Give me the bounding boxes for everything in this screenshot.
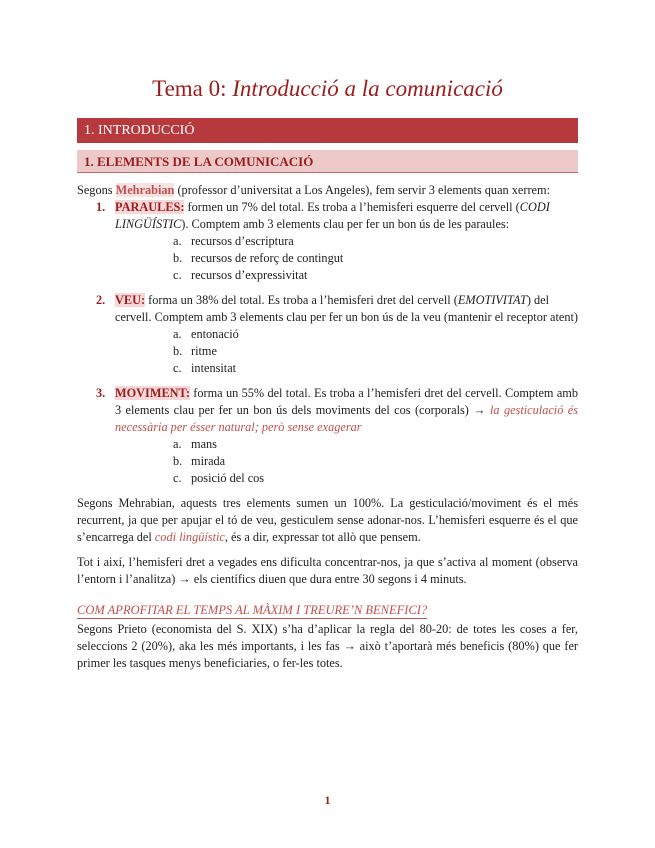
hemisphere-paragraph: Tot i així, l’hemisferi dret a vegades ens dificulta concentrar-nos, ja que s’activa al moment (observa l’entorn i l’analitza) → els científics diuen que dura entre 30 segons i 4 minuts. (77, 555, 578, 586)
sub-list (115, 326, 578, 377)
sub-item: b. mirada (173, 454, 226, 468)
sub-item: c. recursos d’expressivitat (173, 268, 308, 282)
term-label: MOVIMENT: (115, 386, 190, 400)
page-title (0, 74, 655, 104)
main-content (77, 182, 578, 672)
section-heading-elements: 1. ELEMENTS DE LA COMUNICACIÓ (77, 150, 578, 173)
subheading: COM APROFITAR EL TEMPS AL MÀXIM I TREURE’N BENEFICI? (77, 603, 428, 617)
term-label: PARAULES: (115, 200, 185, 214)
sub-item: a. mans (173, 437, 217, 451)
sub-item: b. ritme (173, 344, 217, 358)
author-name: Mehrabian (115, 183, 175, 197)
sub-item: a. entonació (173, 327, 239, 341)
summary-paragraph: Segons Mehrabian, aquests tres elements sumen un 100%. La gesticulació/moviment és el més recurrent, ja que per apujar el tó de veu, gesticulem sense adonar-nos. L’hemisferi esquerre és el que s’encarrega del codi lingüístic, és a dir, expressar tot allò que pensem. (77, 496, 578, 544)
page-number: 1 (324, 793, 331, 807)
intro-paragraph: Segons Mehrabian (professor d’universitat a Los Angeles), fem servir 3 elements quan xerrem: (77, 183, 550, 197)
sub-item: b. recursos de reforç de contingut (173, 251, 344, 265)
term-label: VEU: (115, 293, 146, 307)
sub-list (115, 436, 578, 487)
section-heading-introduccio: 1. INTRODUCCIÓ (77, 118, 578, 143)
title-italic: Introducció a la comunicació (232, 76, 503, 101)
list-item-moviment: 3. MOVIMENT: forma un 55% del total. Es troba a l’hemisferi dret del cervell. Comptem amb 3 elements clau per fer un bon ús dels moviments del cos (corporals) → la gesticulació és necessària per ésser natural; però sense exagerar a. mans b. mirada c. posició del cos (96, 386, 578, 485)
elements-list (77, 199, 578, 487)
sub-list (115, 233, 578, 284)
list-item-paraules: 1. PARAULES: formen un 7% del total. Es troba a l’hemisferi esquerre del cervell (CODI LINGÜÍSTIC). Comptem amb 3 elements clau per fer un bon ús de les paraules: a. recursos d’escriptura b. recursos de reforç de contingut c. recursos d’expressivitat (77, 199, 578, 284)
list-item-veu: 2. VEU: forma un 38% del total. Es troba a l’hemisferi dret del cervell (EMOTIVITAT) del cervell. Comptem amb 3 elements clau per fer un bon ús de la veu (mantenir el receptor atent) a. entonació b. ritme c. intensitat (96, 293, 579, 375)
sub-item: a. recursos d’escriptura (173, 234, 294, 248)
title-plain: Tema 0: (152, 76, 233, 101)
prieto-paragraph: Segons Prieto (economista del S. XIX) s’ha d’aplicar la regla del 80-20: de totes les coses a fer, seleccions 2 (20%), aka les més importants, i les fas → això t’aportarà més beneficis (80%) que fer primer les tasques menys beneficiaries, o fer-les totes. (77, 622, 578, 670)
sub-item: c. intensitat (173, 361, 237, 375)
sub-item: c. posició del cos (173, 471, 265, 485)
